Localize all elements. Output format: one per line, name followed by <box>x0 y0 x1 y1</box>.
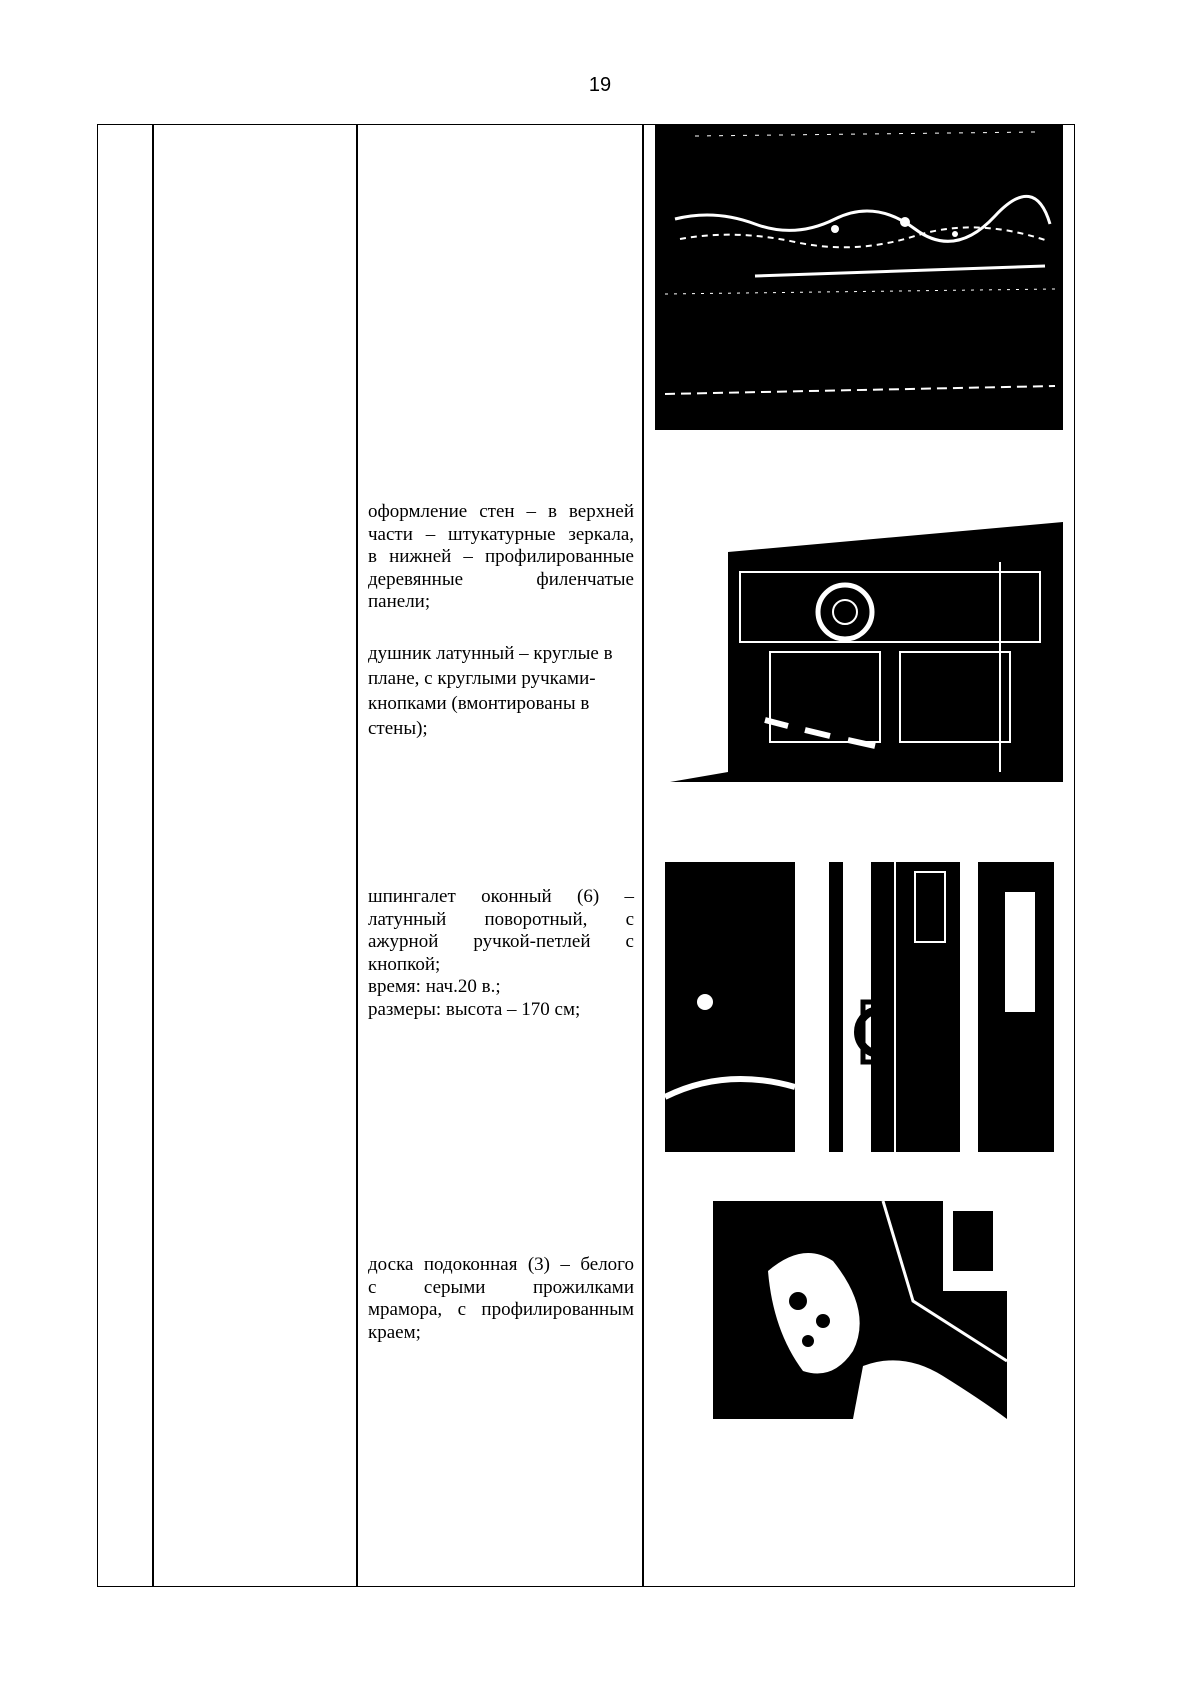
text-line: с серыми прожилками <box>368 1276 634 1298</box>
entry-sill <box>368 1254 634 1344</box>
column-divider <box>356 125 358 1586</box>
text-line: плане, с круглыми ручками- <box>368 668 596 689</box>
text-line: размеры: высота – 170 см; <box>368 998 581 1020</box>
inventory-table <box>97 124 1075 1587</box>
entry-walls <box>368 501 634 614</box>
window-latch-photo <box>665 862 1054 1152</box>
text-line: мрамора, с профилированным <box>368 1299 634 1320</box>
text-line: панели; <box>368 591 431 612</box>
text-line: краем; <box>368 1321 421 1343</box>
cornice-photo <box>655 124 1063 430</box>
page-number: 19 <box>588 74 612 96</box>
text-line: в нижней – профилированные <box>368 546 634 567</box>
text-line: латунный поворотный, с <box>368 908 634 930</box>
entry-latch <box>368 886 634 1021</box>
text-line: деревянные филенчатые <box>368 568 634 590</box>
text-line: оформление стен – в верхней <box>368 501 634 522</box>
text-line: время: нач.20 в.; <box>368 976 501 997</box>
text-line: кнопкой; <box>368 953 441 975</box>
text-line: кнопками (вмонтированы в <box>368 693 590 714</box>
entry-vent <box>368 641 634 741</box>
text-line: душник латунный – круглые в <box>368 643 613 664</box>
column-divider <box>642 125 644 1586</box>
text-line: части – штукатурные зеркала, <box>368 523 634 545</box>
wall-panels-photo <box>670 522 1063 782</box>
text-line: доска подоконная (3) – белого <box>368 1254 634 1275</box>
window-sill-photo <box>713 1201 1007 1419</box>
text-line: стены); <box>368 718 428 739</box>
column-divider <box>152 125 154 1586</box>
text-line: ажурной ручкой-петлей с <box>368 931 634 952</box>
text-line: шпингалет оконный (6) – <box>368 886 634 907</box>
